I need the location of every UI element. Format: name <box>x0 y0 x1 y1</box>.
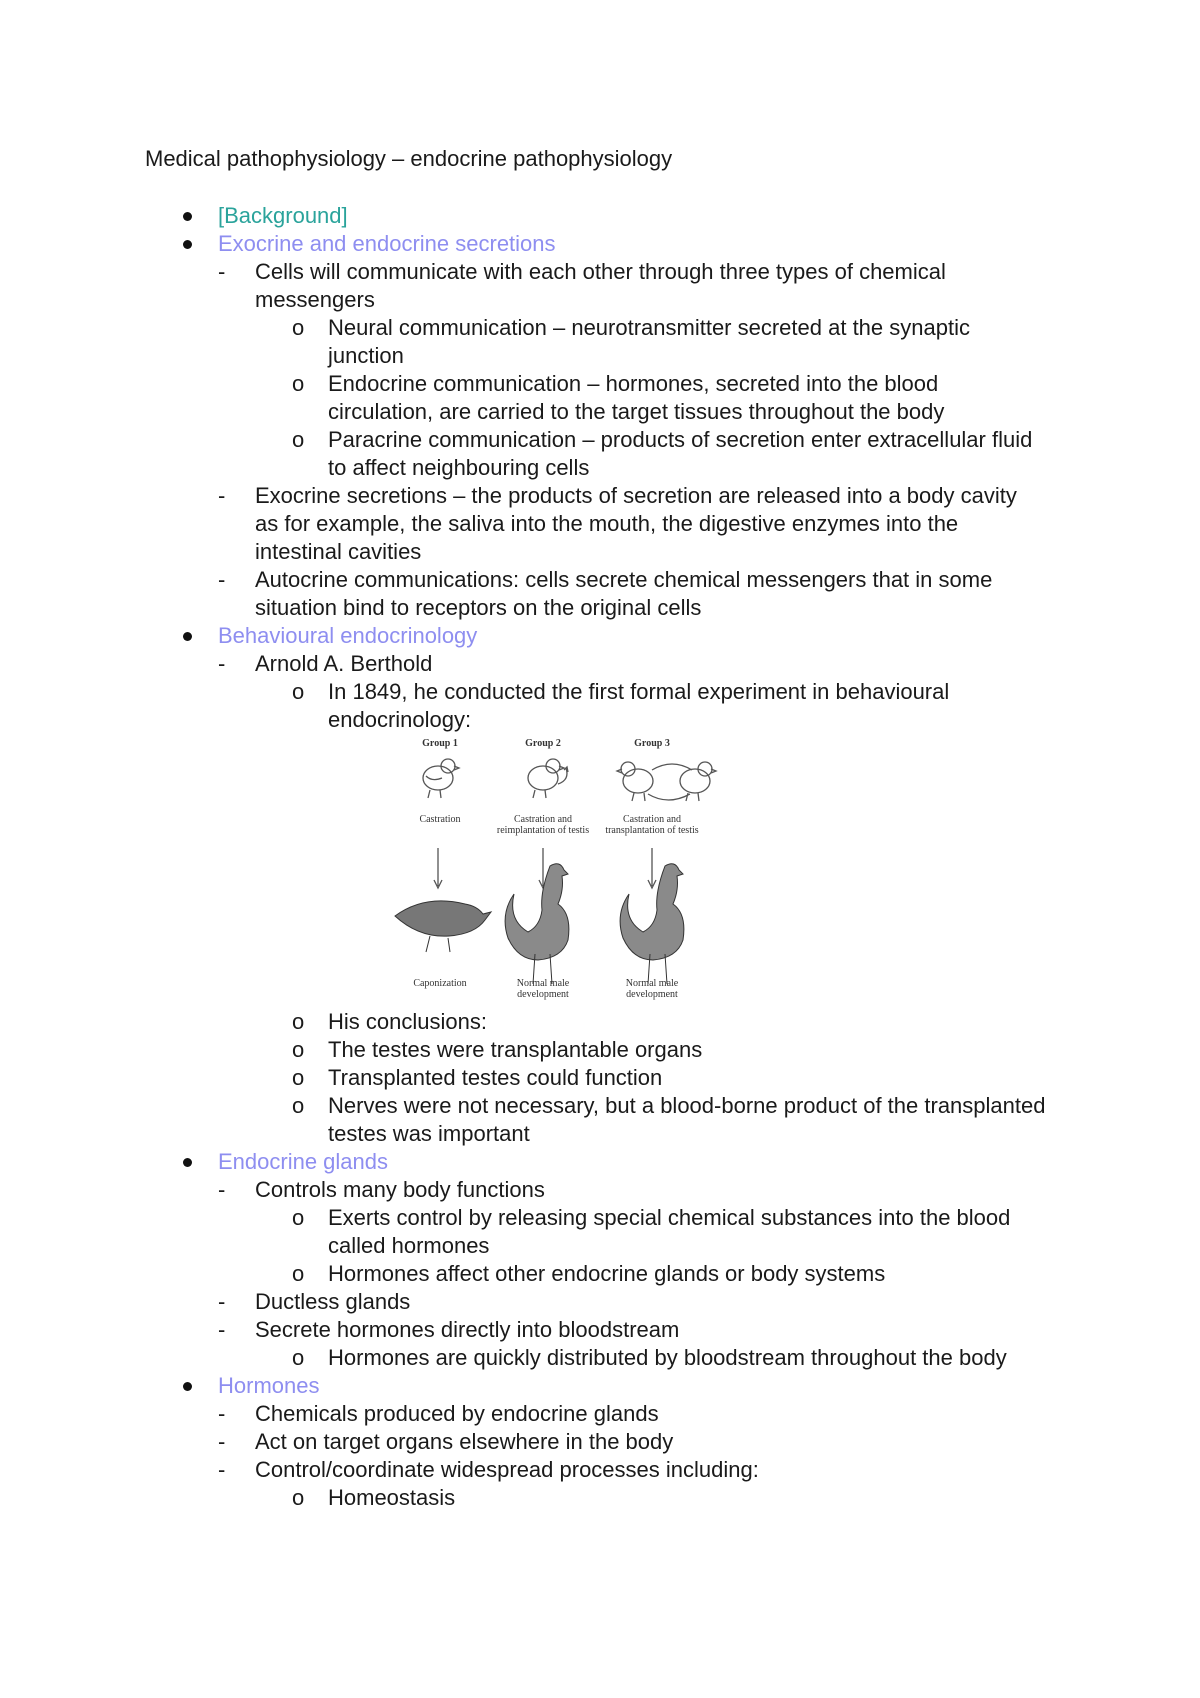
list-item <box>0 1428 1200 1456</box>
arrow-down-icon <box>434 848 442 888</box>
item-text: Paracrine communication – products of secretion enter extracellular fluid to affect neighbouring cells <box>328 427 1033 480</box>
list-item <box>0 1316 1200 1344</box>
dash-marker: - <box>218 1177 226 1202</box>
bullet-icon <box>183 632 192 641</box>
circle-marker: o <box>292 1037 305 1062</box>
item-text: Ductless glands <box>255 1289 411 1314</box>
item-text: Secrete hormones directly into bloodstream <box>255 1317 680 1342</box>
list-item <box>0 1260 1200 1288</box>
chick-icon <box>680 762 716 801</box>
item-text: Neural communication – neurotransmitter secreted at the synaptic junction <box>328 315 970 368</box>
item-text: Nerves were not necessary, but a blood-borne product of the transplanted testes was important <box>328 1093 1046 1146</box>
dash-marker: - <box>218 1289 226 1314</box>
list-item <box>0 202 1200 230</box>
item-text: Endocrine communication – hormones, secreted into the blood circulation, are carried to the target tissues throughout the body <box>328 371 945 424</box>
list-item <box>0 1148 1200 1176</box>
item-text: Cells will communicate with each other through three types of chemical messengers <box>255 259 946 312</box>
list-item <box>0 650 1200 678</box>
chick-icon <box>528 759 568 798</box>
circle-marker: o <box>292 315 305 340</box>
dash-marker: - <box>218 1401 226 1426</box>
item-text: Exocrine secretions – the products of secretion are released into a body cavity as for example, the saliva into the mouth, the digestive enzymes into the intestinal cavities <box>255 483 1017 564</box>
list-item <box>0 1176 1200 1204</box>
circle-marker: o <box>292 1345 305 1370</box>
circle-marker: o <box>292 1009 305 1034</box>
item-text: Arnold A. Berthold <box>255 651 433 676</box>
item-text: Act on target organs elsewhere in the body <box>255 1429 674 1454</box>
figure-label: Caponization <box>413 978 467 989</box>
dash-marker: - <box>218 259 226 284</box>
list-item <box>0 1344 1200 1372</box>
circle-marker: o <box>292 679 305 704</box>
circle-marker: o <box>292 1093 305 1118</box>
transfer-arrow <box>652 764 692 770</box>
dash-marker: - <box>218 1429 226 1454</box>
transfer-arrow <box>648 794 690 800</box>
list-item <box>0 1008 1200 1036</box>
bullet-icon <box>183 212 192 221</box>
circle-marker: o <box>292 1205 305 1230</box>
figure-label: Castration and transplantation of testis <box>605 814 699 836</box>
circle-marker: o <box>292 427 305 452</box>
list-item <box>0 426 1200 482</box>
dash-marker: - <box>218 1317 226 1342</box>
berthold-experiment-figure <box>390 736 735 1004</box>
item-text: Control/coordinate widespread processes including: <box>255 1457 759 1482</box>
item-text: Autocrine communications: cells secrete chemical messengers that in some situation bind to receptors on the original cells <box>255 567 993 620</box>
list-item <box>0 1400 1200 1428</box>
bullet-icon <box>183 240 192 249</box>
figure-label: Normal male development <box>516 978 570 1000</box>
section-heading-exocrine: Exocrine and endocrine secretions <box>218 231 556 256</box>
figure-label: Castration <box>419 814 461 825</box>
figure-label: Normal male development <box>625 978 679 1000</box>
dash-marker: - <box>218 1457 226 1482</box>
section-heading-background: [Background] <box>218 203 348 228</box>
list-item <box>0 622 1200 650</box>
list-item <box>0 1456 1200 1484</box>
item-text: Homeostasis <box>328 1485 456 1510</box>
figure-label: Group 2 <box>525 738 561 749</box>
list-item <box>0 1288 1200 1316</box>
chick-icon <box>423 759 459 798</box>
section-heading-behavioural: Behavioural endocrinology <box>218 623 478 648</box>
list-item <box>0 482 1200 566</box>
list-item <box>0 566 1200 622</box>
item-text: The testes were transplantable organs <box>328 1037 703 1062</box>
list-item <box>0 370 1200 426</box>
capon-icon <box>395 901 491 952</box>
circle-marker: o <box>292 1485 305 1510</box>
figure-label: Group 3 <box>634 738 670 749</box>
dash-marker: - <box>218 651 226 676</box>
bullet-icon <box>183 1158 192 1167</box>
list-item <box>0 1036 1200 1064</box>
item-text: Chemicals produced by endocrine glands <box>255 1401 659 1426</box>
item-text: In 1849, he conducted the first formal experiment in behavioural endocrinology: <box>328 679 950 732</box>
circle-marker: o <box>292 1261 305 1286</box>
list-item <box>0 258 1200 314</box>
figure-label: Castration and reimplantation of testis <box>496 814 590 836</box>
list-item <box>0 1372 1200 1400</box>
list-item <box>0 1092 1200 1148</box>
list-item <box>0 230 1200 258</box>
circle-marker: o <box>292 371 305 396</box>
item-text: Controls many body functions <box>255 1177 545 1202</box>
item-text: His conclusions: <box>328 1009 487 1034</box>
section-heading-hormones: Hormones <box>218 1373 320 1398</box>
item-text: Exerts control by releasing special chemical substances into the blood called hormones <box>328 1205 1011 1258</box>
chick-icon <box>617 762 653 801</box>
list-item <box>0 1484 1200 1512</box>
dash-marker: - <box>218 483 226 508</box>
arrow-down-icon <box>648 848 656 888</box>
circle-marker: o <box>292 1065 305 1090</box>
bullet-icon <box>183 1382 192 1391</box>
list-item <box>0 1064 1200 1092</box>
figure-label: Group 1 <box>422 738 458 749</box>
item-text: Hormones are quickly distributed by bloodstream throughout the body <box>328 1345 1007 1370</box>
list-item <box>0 314 1200 370</box>
rooster-icon <box>505 864 569 984</box>
outline <box>0 202 1200 1512</box>
figure-drawing <box>390 736 735 1004</box>
section-heading-glands: Endocrine glands <box>218 1149 389 1174</box>
item-text: Hormones affect other endocrine glands or body systems <box>328 1261 886 1286</box>
list-item <box>0 1204 1200 1260</box>
list-item <box>0 678 1200 734</box>
page-title: Medical pathophysiology – endocrine pathophysiology <box>145 146 673 171</box>
item-text: Transplanted testes could function <box>328 1065 663 1090</box>
dash-marker: - <box>218 567 226 592</box>
